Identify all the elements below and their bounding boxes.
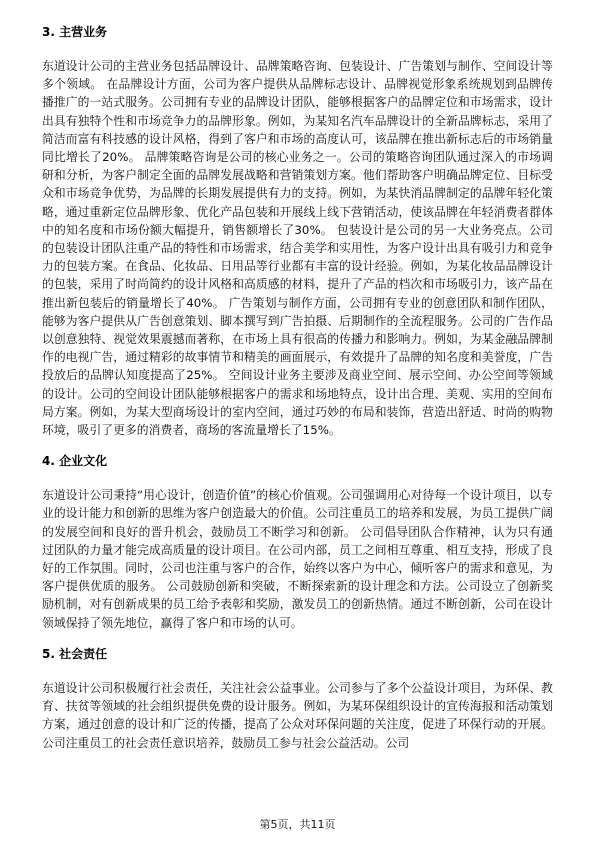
section-title: 4. 企业文化: [42, 454, 108, 469]
section-body: 东道设计公司的主营业务包括品牌设计、品牌策略咨询、包装设计、广告策划与制作、空间设计等多个领域。 在品牌设计方面，公司为客户提供从品牌标志设计、品牌视觉形象系统规划到品牌传播推广的一站式服务。公司拥有专业的品牌设计团队，能够根据客户的品牌定位和市场需求，设计出具有独特个性和市场竞争力的品牌形象。例如，为某知名汽车品牌设计的全新品牌标志，采用了简洁而富有科技感的设计风格，得到了客户和市场的高度认可，该品牌在推出新标志后的市场销量同比增长了20%。 品牌策略咨询是公司的核心业务之一。公司的策略咨询团队通过深入的市场调研和分析，为客户制定全面的品牌发展战略和营销策划方案。他们帮助客户明确品牌定位、目标受众和市场竞争优势，为品牌的长期发展提供有力的支持。例如，为某快消品牌制定的品牌年轻化策略，通过重新定位品牌形象、优化产品包装和开展线上线下营销活动，使该品牌在年轻消费者群体中的知名度和市场份额大幅提升，销售额增长了30%。 包装设计是公司的另一大业务亮点。公司的包装设计团队注重产品的特性和市场需求，结合美学和实用性，为客户设计出具有吸引力和竞争力的包装方案。在食品、化妆品、日用品等行业都有丰富的设计经验。例如，为某化妆品品牌设计的包装，采用了时尚简约的设计风格和高质感的材料，提升了产品的档次和市场吸引力，该产品在推出新包装后的销量增长了40%。 广告策划与制作方面，公司拥有专业的创意团队和制作团队，能够为客户提供从广告创意策划、脚本撰写到广告拍摄、后期制作的全流程服务。公司的广告作品以创意独特、视觉效果震撼而著称，在市场上具有很高的传播力和影响力。例如，为某金融品牌制作的电视广告，通过精彩的故事情节和精美的画面展示，有效提升了品牌的知名度和美誉度，广告投放后的品牌认知度提高了25%。 空间设计业务主要涉及商业空间、展示空间、办公空间等领域的设计。公司的空间设计团队能够根据客户的需求和场地特点，设计出合理、美观、实用的空间布局方案。例如，为某大型商场设计的室内空间，通过巧妙的布局和装饰，营造出舒适、时尚的购物环境，吸引了更多的消费者，商场的客流量增长了15%。: [42, 59, 553, 438]
section-title: 3. 主营业务: [42, 25, 108, 39]
section-corporate-culture: [42, 453, 553, 632]
section-title: 5. 社会责任: [42, 646, 108, 661]
page-number-footer: 第5页，共11页: [259, 818, 336, 831]
section-body: 东道设计公司秉持“用心设计，创造价值”的核心价值观。公司强调用心对待每一个设计项目，以专业的设计能力和创新的思维为客户创造最大的价值。公司注重员工的培养和发展，为员工提供广阔的发展空间和良好的晋升机会，鼓励员工不断学习和创新。 公司倡导团队合作精神，认为只有通过团队的力量才能完成高质量的设计项目。在公司内部，员工之间相互尊重、相互支持，形成了良好的工作氛围。同时，公司也注重与客户的合作，始终以客户为中心，倾听客户的需求和意见，为客户提供优质的服务。 公司鼓励创新和突破，不断探索新的设计理念和方法。公司设立了创新奖励机制，对有创新成果的员工给予表彰和奖励，激发员工的创新热情。通过不断创新，公司在设计领域保持了领先地位，赢得了客户和市场的认可。: [42, 488, 553, 630]
section-body: 东道设计公司积极履行社会责任，关注社会公益事业。公司参与了多个公益设计项目，为环保、教育、扶贫等领域的社会组织提供免费的设计服务。例如，为某环保组织设计的宣传海报和活动策划方案，通过创意的设计和广泛的传播，提高了公众对环保问题的关注度，促进了环保行动的开展。 公司注重员工的社会责任意识培养，鼓励员工参与社会公益活动。公司: [42, 680, 553, 750]
section-main-business: [42, 24, 553, 439]
section-social-responsibility: [42, 646, 553, 752]
